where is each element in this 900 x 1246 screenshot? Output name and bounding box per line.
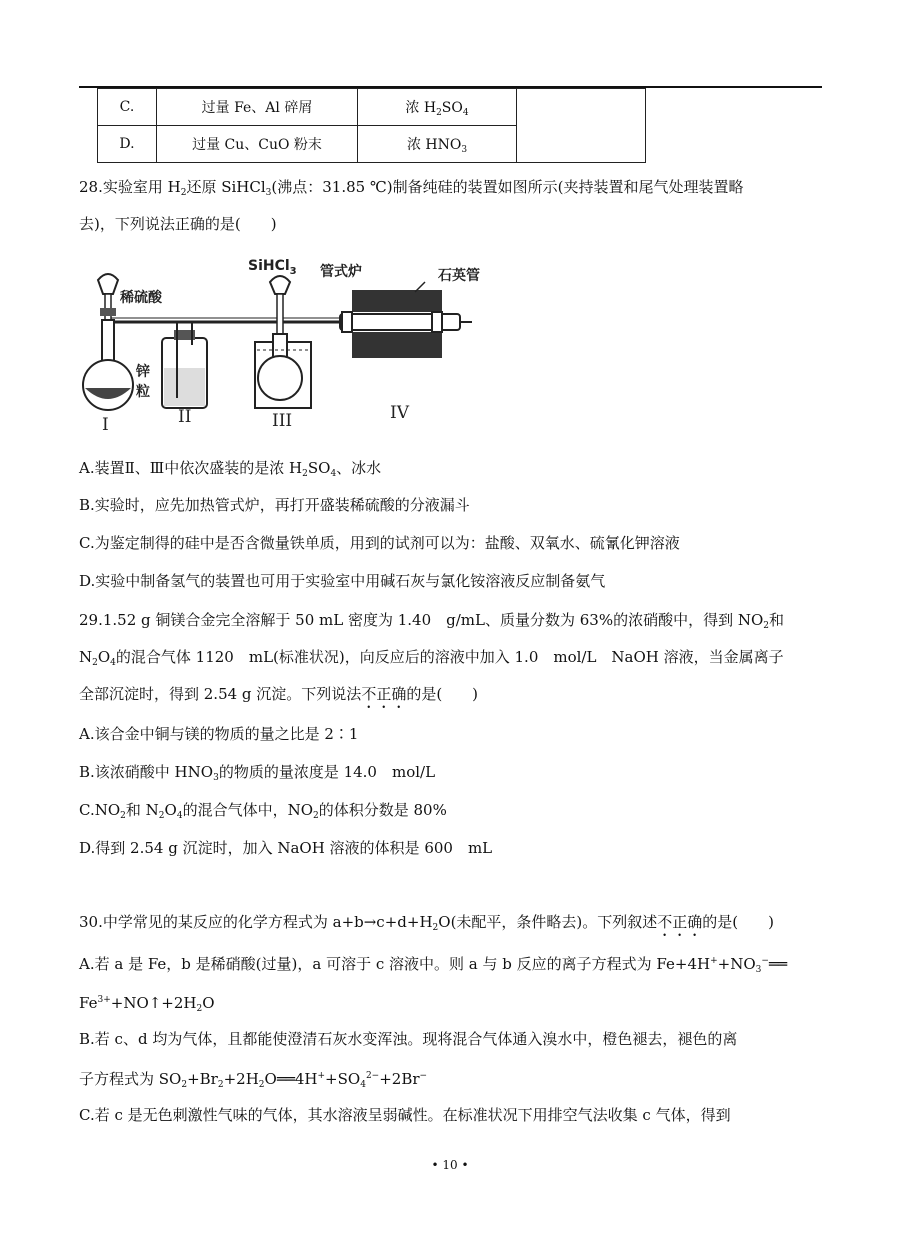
device-3-flask-in-bath [255,276,311,408]
q29-stem-line1: 29.1.52 g 铜镁合金完全溶解于 50 mL 密度为 1.40 g/mL、质量分数为 63%的浓硝酸中，得到 $NO_2$和 [79,611,785,631]
q30-option-b-line2: 子方程式为 $SO_2+Br_2+2H_2O══4H^++SO_4^{2-}+2Br^-$ [79,1070,428,1090]
q30-option-b-line1: B.若 c、d 均为气体，且都能使澄清石灰水变浑浊。现将混合气体通入溴水中，橙色褪去，褪色的离 [79,1030,738,1048]
q29-option-c: $C.NO_2$和 $N_2O_4$的混合气体中，$NO_2$的体积分数是 80% [79,801,447,821]
q28-option-c: C.为鉴定制得的硅中是否含微量铁单质，用到的试剂可以为：盐酸、双氧水、硫氰化钾溶液 [79,534,680,552]
q29-stem-line2: $N_2O_4$的混合气体 1120 mL(标准状况)，向反应后的溶液中加入 1.0 mol/L NaOH 溶液，当金属离子 [79,648,784,668]
row-letter: D. [98,126,157,163]
q28-stem-line2: 去)，下列说法正确的是( ) [79,215,277,233]
row-acid: 浓 $H_2SO_4$ [358,89,517,126]
label-dilute-h2so4: 稀硫酸 [120,290,162,306]
roman-3: III [272,411,293,431]
q28-option-a: A.装置Ⅱ、Ⅲ中依次盛装的是浓 $H_2SO_4$、冰水 [79,459,382,479]
label-sihcl3: SiHCl$_3$ [248,258,297,277]
device-4-tube-furnace [340,282,472,358]
label-zinc-2: 粒 [136,384,150,400]
q30-option-a-line2: $Fe^{3+}+NO↑+2H_2O$ [79,994,215,1014]
table-row [98,89,646,126]
row-solid: 过量 Fe、Al 碎屑 [157,89,358,126]
roman-1: I [102,415,109,435]
q30-option-c-line1: C.若 c 是无色刺激性气味的气体，其水溶液呈弱碱性。在标准状况下用排空气法收集 c 气体，得到 [79,1106,731,1124]
row-letter: C. [98,89,157,126]
q29-option-a: A.该合金中铜与镁的物质的量之比是 2∶1 [79,725,359,743]
q30-stem: 30.中学常见的某反应的化学方程式为 $a+b\to c+d+H_2O$(未配平，条件略去)。下列叙述不正确的是( ) [79,913,775,933]
row-empty [517,89,646,163]
label-zinc-1: 锌 [136,364,150,380]
apparatus-figure [80,250,530,440]
row-solid: 过量 Cu、CuO 粉末 [157,126,358,163]
q28-option-d: D.实验中制备氢气的装置也可用于实验室中用碱石灰与氯化铵溶液反应制备氨气 [79,572,606,590]
q29-option-b: B.该浓硝酸中 $HNO_3$的物质的量浓度是 14.0 mol/L [79,763,436,783]
label-tube-furnace: 管式炉 [320,264,362,280]
roman-4: IV [390,403,409,423]
row-acid: 浓 $HNO_3$ [358,126,517,163]
q28-stem-line1: 28.实验室用 $H_2$还原 SiHCl$_3$(沸点：31.85 ℃)制备纯硅的装置如图所示(夹持装置和尾气处理装置略 [79,178,744,198]
label-quartz-tube: 石英管 [438,268,480,284]
q30-option-a-line1: A.若 a 是 Fe，b 是稀硝酸(过量)，a 可溶于 c 溶液中。则 a 与 b 反应的离子方程式为 $Fe+4H^++NO_3^-══$ [79,955,787,975]
roman-2: II [178,407,192,427]
q29-option-d: D.得到 2.54 g 沉淀时，加入 NaOH 溶液的体积是 600 mL [79,839,493,857]
q29-stem-line3: 全部沉淀时，得到 2.54 g 沉淀。下列说法不正确的是( ) [79,685,479,703]
options-table [97,88,646,163]
device-2-bottle [162,322,207,408]
q28-option-b: B.实验时，应先加热管式炉，再打开盛装稀硫酸的分液漏斗 [79,496,470,514]
page-number: • 10 • [431,1158,469,1172]
